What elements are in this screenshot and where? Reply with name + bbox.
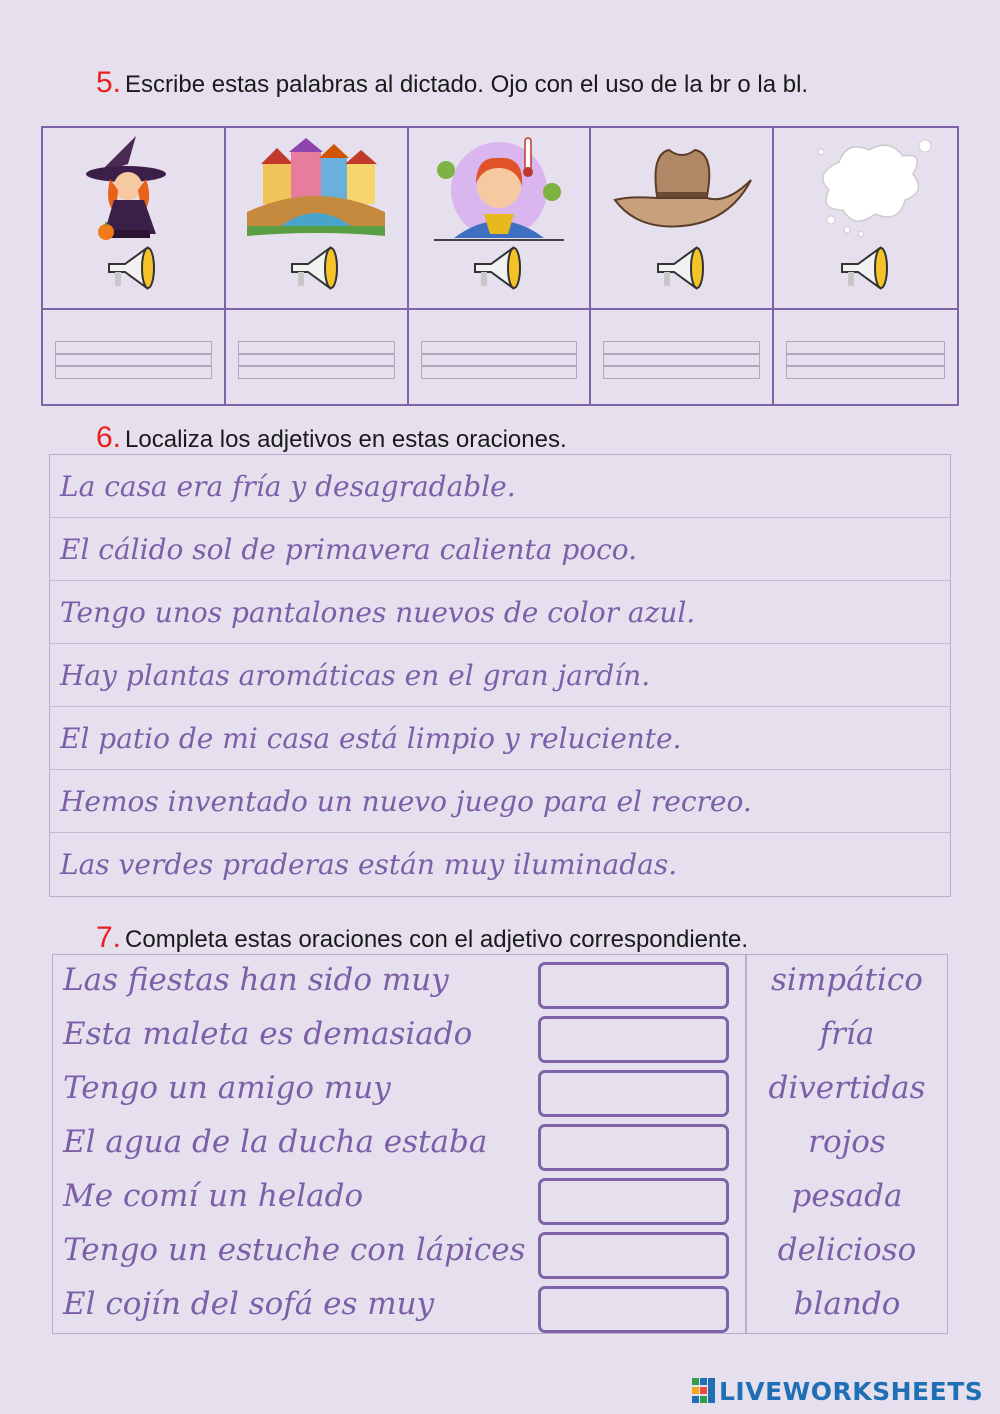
completion-answer-input-6[interactable]	[538, 1232, 729, 1279]
writing-lines	[603, 341, 760, 379]
dictation-input-3[interactable]	[422, 342, 577, 378]
witch-picture	[58, 134, 208, 242]
sentence-row-4[interactable]: Hay plantas aromáticas en el gran jardín.	[50, 644, 950, 707]
writing-lines	[55, 341, 212, 379]
writing-lines	[238, 341, 395, 379]
completion-sentence: Me comí un helado	[63, 1178, 364, 1214]
completion-sentence: El cojín del sofá es muy	[63, 1286, 435, 1322]
writing-lines	[786, 341, 945, 379]
writing-lines	[421, 341, 578, 379]
completion-sentence: Tengo un estuche con lápices	[63, 1232, 526, 1268]
section6-instruction: Localiza los adjetivos en estas oraciones.	[125, 426, 567, 453]
dictation-grid	[41, 126, 959, 406]
word-bank-item: rojos	[808, 1124, 886, 1160]
word-bank-item: simpático	[771, 962, 923, 998]
village-bridge-picture	[241, 134, 391, 242]
sentence-row-6[interactable]: Hemos inventado un nuevo juego para el recreo.	[50, 770, 950, 833]
section7-heading	[96, 921, 748, 955]
completion-answer-input-1[interactable]	[538, 962, 729, 1009]
completion-answer-input-2[interactable]	[538, 1016, 729, 1063]
hat-picture	[607, 134, 757, 242]
logo-text: LIVEWORKSHEETS	[719, 1376, 984, 1406]
sentence-row-3[interactable]: Tengo unos pantalones nuevos de color azul.	[50, 581, 950, 644]
word-bank-item: divertidas	[768, 1070, 926, 1106]
dictation-input-4[interactable]	[604, 342, 759, 378]
speaker-icon[interactable]	[836, 242, 896, 294]
word-bank-item: delicioso	[777, 1232, 917, 1268]
sentence-row-7[interactable]: Las verdes praderas están muy iluminadas.	[60, 848, 678, 881]
dictation-answer-cell-3	[409, 310, 592, 404]
word-bank-item: fría	[819, 1016, 875, 1052]
completion-row-5	[53, 1174, 947, 1228]
dictation-input-5[interactable]	[787, 342, 944, 378]
sentence-row-5[interactable]: El patio de mi casa está limpio y reluciente.	[50, 707, 950, 770]
section6-number: 6.	[96, 421, 122, 454]
dictation-input-1[interactable]	[56, 342, 211, 378]
completion-table	[52, 954, 948, 1334]
completion-sentence: Las fiestas han sido muy	[63, 962, 449, 998]
completion-answer-input-4[interactable]	[538, 1124, 729, 1171]
sentence-row-2[interactable]: El cálido sol de primavera calienta poco.	[50, 518, 950, 581]
fever-girl-picture	[424, 134, 574, 242]
liveworksheets-logo-icon	[692, 1378, 716, 1404]
dictation-answer-cell-2	[226, 310, 409, 404]
completion-answer-input-5[interactable]	[538, 1178, 729, 1225]
section5-heading	[96, 66, 808, 100]
completion-row-4	[53, 1120, 947, 1174]
completion-answer-input-7[interactable]	[538, 1286, 729, 1333]
sentence-row-1[interactable]: La casa era fría y desagradable.	[50, 455, 950, 518]
completion-sentence: Esta maleta es demasiado	[63, 1016, 473, 1052]
dictation-picture-cell-5	[774, 128, 957, 310]
word-bank-item: blando	[793, 1286, 901, 1322]
liveworksheets-logo	[692, 1376, 983, 1406]
section7-instruction: Completa estas oraciones con el adjetivo correspondiente.	[125, 926, 749, 953]
completion-row-2	[53, 1012, 947, 1066]
dictation-picture-cell-4	[591, 128, 774, 310]
speaker-icon[interactable]	[103, 242, 163, 294]
dictation-answer-cell-5	[774, 310, 957, 404]
speaker-icon[interactable]	[286, 242, 346, 294]
completion-answer-input-3[interactable]	[538, 1070, 729, 1117]
speaker-icon[interactable]	[469, 242, 529, 294]
completion-row-7	[53, 1282, 947, 1336]
completion-row-3	[53, 1066, 947, 1120]
dictation-input-2[interactable]	[239, 342, 394, 378]
section6-heading	[96, 421, 567, 455]
section5-instruction: Escribe estas palabras al dictado. Ojo con el uso de la br o la bl.	[125, 71, 809, 98]
dictation-picture-cell-2	[226, 128, 409, 310]
word-bank-item: pesada	[791, 1178, 903, 1214]
speaker-icon[interactable]	[652, 242, 712, 294]
dictation-picture-cell-3	[409, 128, 592, 310]
dictation-picture-cell-1	[43, 128, 226, 310]
white-stain-picture	[791, 134, 941, 242]
section5-number: 5.	[96, 66, 122, 99]
dictation-answer-cell-1	[43, 310, 226, 404]
completion-sentence: El agua de la ducha estaba	[63, 1124, 488, 1160]
dictation-answer-cell-4	[591, 310, 774, 404]
adjective-sentences-table	[49, 454, 951, 897]
completion-sentence: Tengo un amigo muy	[63, 1070, 391, 1106]
completion-row-6	[53, 1228, 947, 1282]
section7-number: 7.	[96, 921, 122, 954]
completion-row-1	[53, 958, 947, 1012]
